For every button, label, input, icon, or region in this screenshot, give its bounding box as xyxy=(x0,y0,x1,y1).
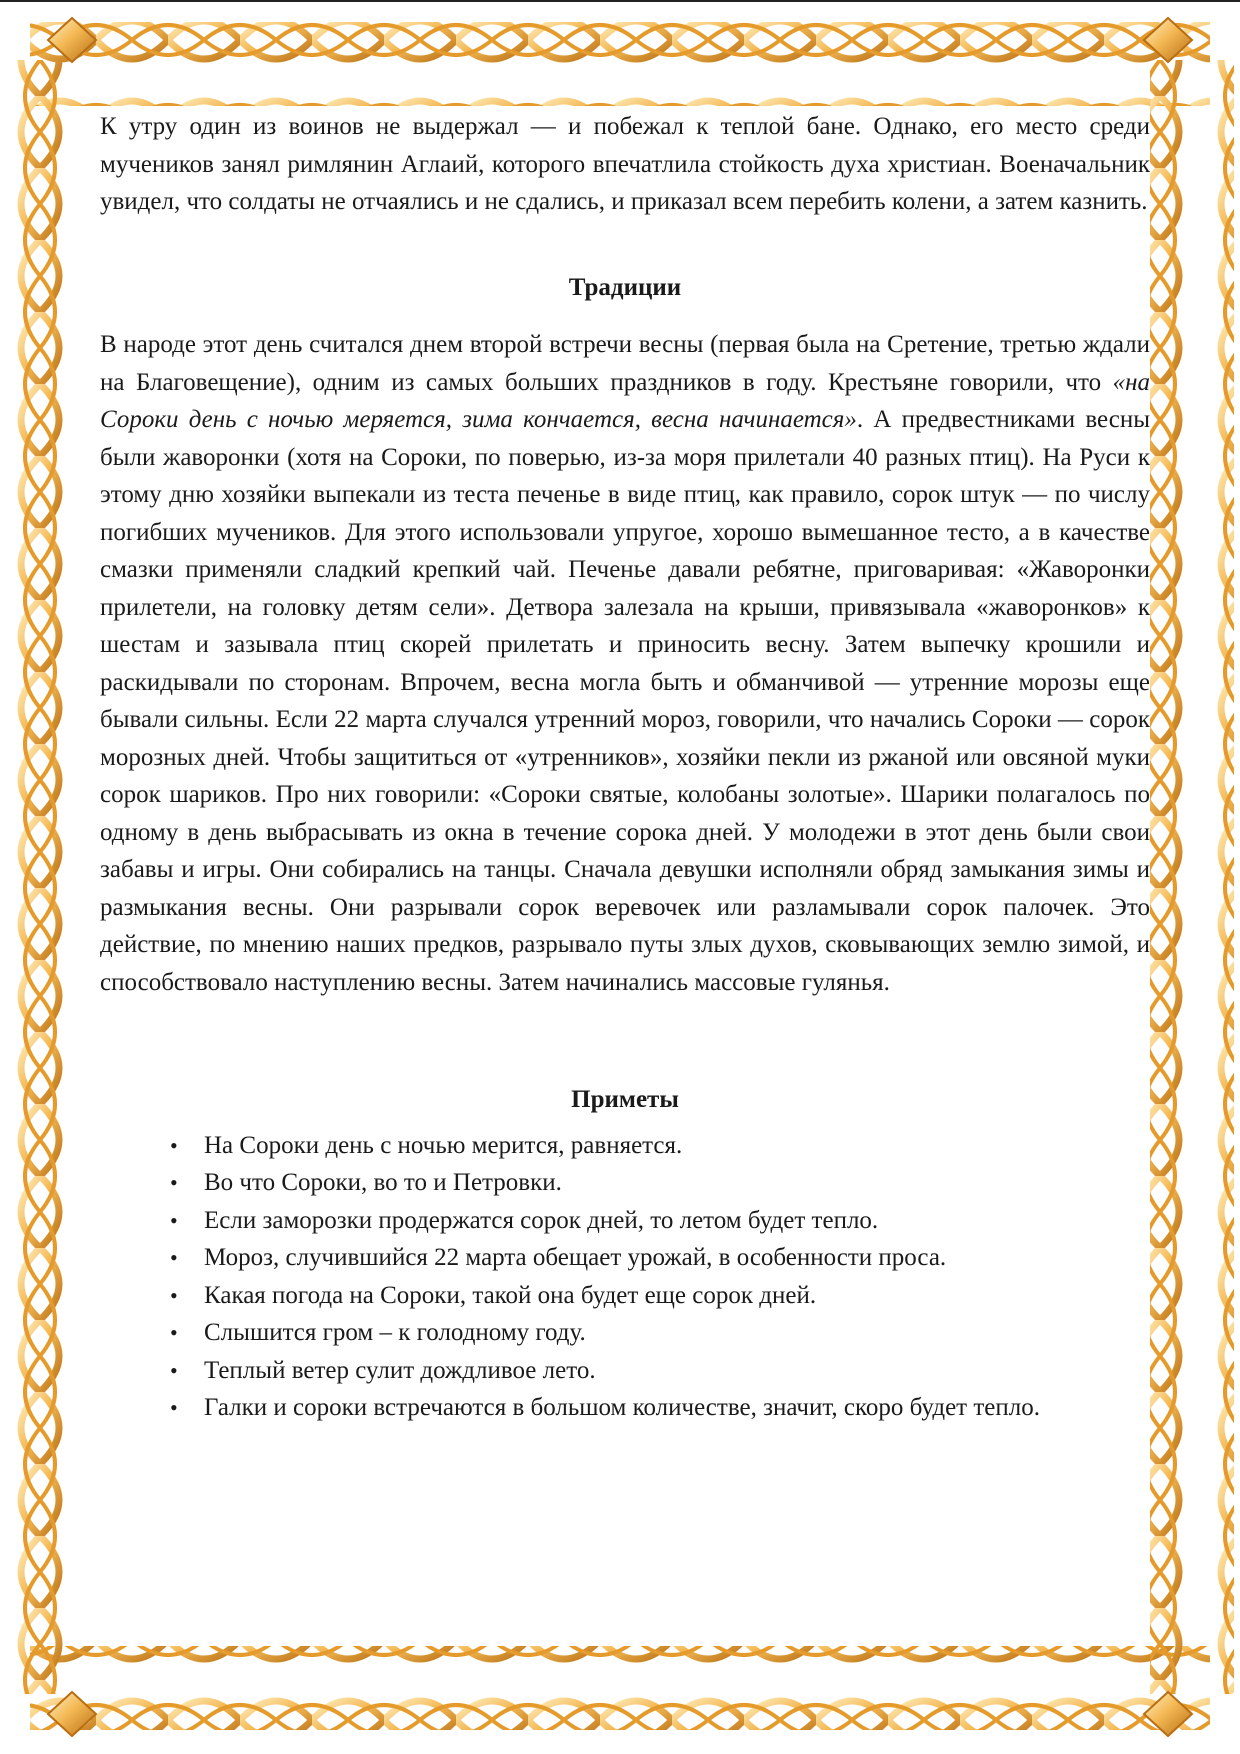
list-item: • На Сороки день с ночью мерится, равняется. xyxy=(166,1127,1150,1165)
bullet-icon: • xyxy=(170,1395,178,1420)
frame-left-band xyxy=(6,60,90,1694)
list-item: • Теплый ветер сулит дождливое лето. xyxy=(166,1352,1150,1390)
bullet-icon: • xyxy=(170,1132,178,1158)
bullet-icon: • xyxy=(170,1357,178,1383)
list-item: • Какая погода на Сороки, такой она будет еще сорок дней. xyxy=(166,1277,1150,1315)
bullet-icon: • xyxy=(170,1282,178,1308)
frame-top-band xyxy=(30,22,1210,106)
list-item: • Слышится гром – к голодному году. xyxy=(166,1314,1150,1352)
text-body xyxy=(100,108,1150,1427)
list-item: • Во что Сороки, во то и Петровки. xyxy=(166,1164,1150,1202)
list-item: • Если заморозки продержатся сорок дней, то летом будет тепло. xyxy=(166,1202,1150,1240)
section-heading-traditions: Традиции xyxy=(568,273,682,301)
traditions-text-end: . А предвестниками весны были жаворонки (хотя на Сороки, по поверью, из-за моря прилетали 40 разных птиц). На Руси к этому дню хозяйки выпекали из теста печенье в виде птиц, как правило, сорок штук — по числу погибших мучеников. Для этого использовали упругое, хорошо вымешанное тесто, а в качестве смазки применяли сладкий крепкий чай. Печенье давали ребятне, приговаривая: «Жаворонки прилетели, на головку детям сели». Детвора залезала на крыши, привязывала «жаворонков» к шестам и зазывала птиц скорей прилетать и приносить весну. Затем выпечку крошили и раскидывали по сторонам. Впрочем, весна могла быть и обманчивой — утренние морозы еще бывали сильны. Если 22 марта случался утренний мороз, говорили, что начались Сороки — сорок морозных дней. Чтобы защититься от «утренников», хозяйки пекли из ржаной или овсяной муки сорок шариков. Про них говорили: «Сороки святые, колобаны золотые». Шарики полагалось по одному в день выбрасывать из окна в течение сорока дней. У молодежи в этот день были свои забавы и игры. Они собирались на танцы. Сначала девушки исполняли обряд замыкания зимы и размыкания весны. Они разрывали сорок веревочек или разламывали сорок палочек. Это действие, по мнению наших предков, разрывало путы злых духов, сковывающих землю зимой, и способствовало наступлению весны. Затем начинались массовые гулянья. xyxy=(100,406,1151,996)
list-item: • Галки и сороки встречаются в большом количестве, значит, скоро будет тепло. xyxy=(166,1389,1150,1427)
intro-paragraph: К утру один из воинов не выдержал — и побежал к теплой бане. Однако, его место среди мучеников занял римлянин Аглаий, которого впечатлила стойкость духа христиан. Военачальник увидел, что солдаты не отчаялись и не сдались, и приказал всем перебить колени, а затем казнить. xyxy=(100,113,1150,215)
traditions-quote: «на Сороки день с ночью меряется, зима кончается, весна начинается» xyxy=(100,368,1150,433)
bullet-icon: • xyxy=(170,1245,178,1270)
bullet-icon: • xyxy=(170,1170,178,1195)
bullet-icon: • xyxy=(170,1207,178,1233)
traditions-text-start: В народе этот день считался днем второй встречи весны (первая была на Сретение, третью ждали на Благовещение), одним из самых больших праздников в году. Крестьяне говорили, что xyxy=(100,331,1150,396)
frame-bottom-band xyxy=(30,1646,1210,1730)
bullet-icon: • xyxy=(170,1320,178,1345)
list-item: • Мороз, случившийся 22 марта обещает урожай, в особенности проса. xyxy=(166,1239,1150,1277)
signs-list xyxy=(100,1127,1150,1427)
frame-right-band xyxy=(1150,60,1234,1694)
traditions-paragraph xyxy=(100,326,1150,1001)
section-heading-signs: Приметы xyxy=(571,1086,679,1113)
